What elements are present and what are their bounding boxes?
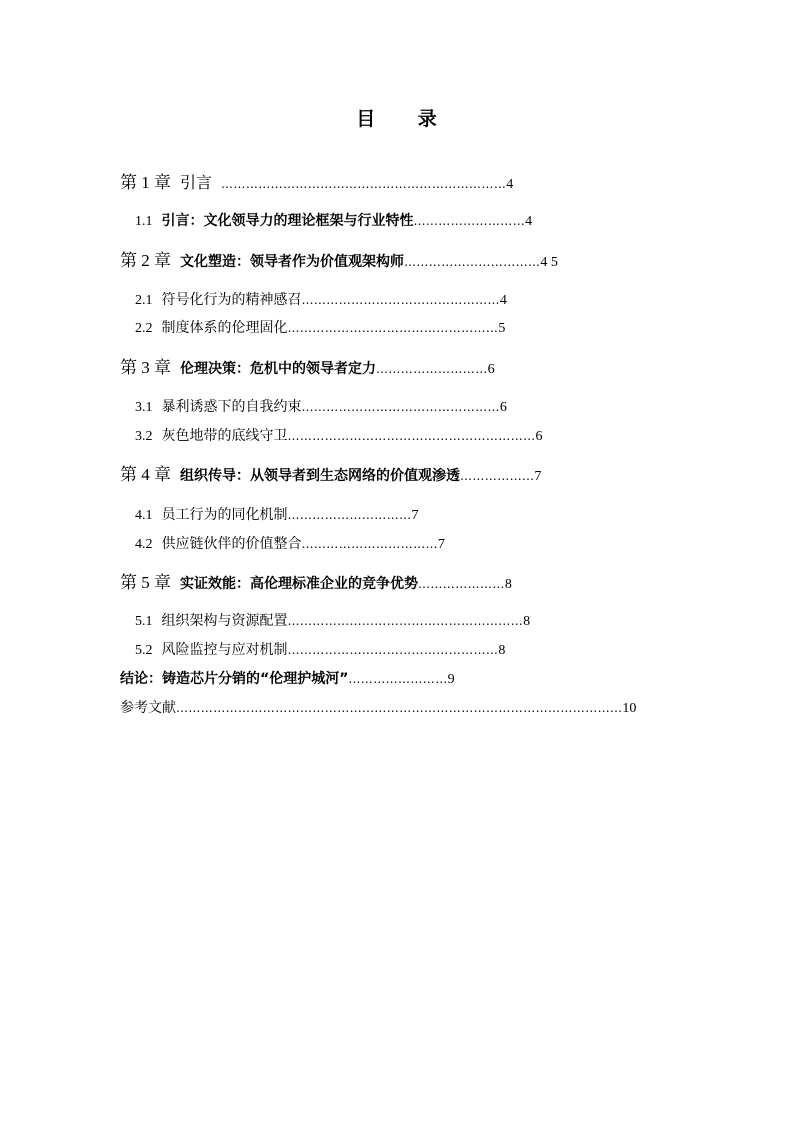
toc-entry-section-4-2[interactable] — [135, 534, 445, 555]
chapter-prefix: 第 2 章 — [120, 251, 171, 270]
page-number: 7 — [437, 537, 445, 552]
chapter-prefix: 第 4 章 — [120, 465, 171, 484]
chapter-title: 引言 — [180, 173, 213, 192]
chapter-title: 实证效能：高伦理标准企业的竞争优势 — [180, 576, 418, 592]
section-prefix: 3.1 — [135, 400, 153, 415]
leader-dots: ……………………… — [413, 214, 526, 228]
section-title: 员工行为的同化机制 — [161, 507, 288, 523]
page-number: 4 — [499, 293, 507, 308]
section-title: 制度体系的伦理固化 — [161, 320, 288, 336]
leader-dots: ……………… — [460, 469, 535, 483]
toc-entry-conclusion[interactable] — [120, 668, 455, 690]
toc-entry-section-3-2[interactable] — [135, 426, 543, 447]
leader-dots: …………………………… — [301, 537, 438, 551]
section-prefix: 4.2 — [135, 537, 153, 552]
page-number: 6 — [499, 400, 507, 415]
section-title: 供应链伙伴的价值整合 — [161, 536, 302, 552]
page-number: 8 — [523, 614, 531, 629]
page-number: 4 — [525, 214, 533, 229]
section-prefix: 5.2 — [135, 643, 153, 658]
section-title: 符号化行为的精神感召 — [161, 292, 302, 308]
page-number: 4 — [506, 177, 514, 192]
section-title: 引言：文化领导力的理论框架与行业特性 — [161, 213, 414, 229]
leader-dots: ……………………… — [376, 362, 488, 376]
leader-dots: …………………………………………… — [287, 643, 499, 657]
page-number: 8 — [498, 643, 506, 658]
section-title: 灰色地带的底线守卫 — [161, 428, 288, 444]
toc-entry-section-3-1[interactable] — [135, 397, 507, 418]
section-title: 组织架构与资源配置 — [161, 613, 288, 629]
page-number: 7 — [411, 508, 419, 523]
section-title: 风险监控与应对机制 — [161, 642, 288, 658]
section-prefix: 1.1 — [135, 214, 153, 229]
toc-entry-chapter-4[interactable] — [120, 465, 541, 487]
toc-entry-section-1-1[interactable] — [135, 211, 532, 232]
section-prefix: 3.2 — [135, 429, 153, 444]
toc-entry-section-2-1[interactable] — [135, 290, 507, 311]
toc-entry-chapter-5[interactable] — [120, 573, 512, 595]
toc-entry-chapter-3[interactable] — [120, 358, 495, 380]
toc-entry-section-2-2[interactable] — [135, 318, 505, 339]
leader-dots: …………………………………………………… — [287, 429, 536, 443]
page-number: 6 — [487, 362, 495, 377]
toc-entry-chapter-2[interactable] — [120, 251, 558, 273]
leader-dots: ………………………………………………… — [287, 614, 524, 628]
toc-title: 目 录 — [356, 108, 455, 130]
chapter-prefix: 第 5 章 — [120, 573, 171, 592]
chapter-title: 文化塑造：领导者作为价值观架构师 — [180, 254, 404, 270]
toc-entry-chapter-1[interactable] — [120, 173, 513, 195]
toc-entry-section-4-1[interactable] — [135, 505, 419, 526]
chapter-title: 伦理决策：危机中的领导者定力 — [180, 361, 376, 377]
section-prefix: 5.1 — [135, 614, 153, 629]
page-number: 9 — [447, 672, 455, 687]
leader-dots: ……………………………………………………………………………………………… — [176, 701, 623, 715]
page-number: 7 — [534, 469, 542, 484]
references-title: 参考文献 — [120, 700, 176, 716]
section-title: 暴利诱惑下的自我约束 — [161, 399, 302, 415]
chapter-prefix: 第 3 章 — [120, 358, 171, 377]
leader-dots: ………………………… — [287, 508, 412, 522]
chapter-prefix: 第 1 章 — [120, 173, 171, 192]
page-number: 10 — [622, 701, 637, 716]
conclusion-title: 结论：铸造芯片分销的“伦理护城河” — [120, 671, 349, 687]
page-number: 8 — [504, 577, 512, 592]
leader-dots: …………………………………………… — [287, 321, 499, 335]
section-prefix: 2.2 — [135, 321, 153, 336]
leader-dots: …………………………………………………………… — [221, 177, 507, 191]
leader-dots: …………………………… — [404, 255, 541, 269]
page-number: 4 5 — [540, 255, 558, 270]
chapter-title: 组织传导：从领导者到生态网络的价值观渗透 — [180, 468, 460, 484]
toc-entry-references[interactable] — [120, 697, 636, 719]
toc-entry-section-5-1[interactable] — [135, 611, 530, 632]
toc-entry-section-5-2[interactable] — [135, 640, 505, 661]
leader-dots: ………………………………………… — [301, 293, 500, 307]
page-number: 6 — [535, 429, 543, 444]
leader-dots: ………………………………………… — [301, 400, 500, 414]
page-number: 5 — [498, 321, 506, 336]
leader-dots: ………………… — [418, 577, 505, 591]
section-prefix: 4.1 — [135, 508, 153, 523]
section-prefix: 2.1 — [135, 293, 153, 308]
leader-dots: …………………… — [348, 672, 448, 686]
